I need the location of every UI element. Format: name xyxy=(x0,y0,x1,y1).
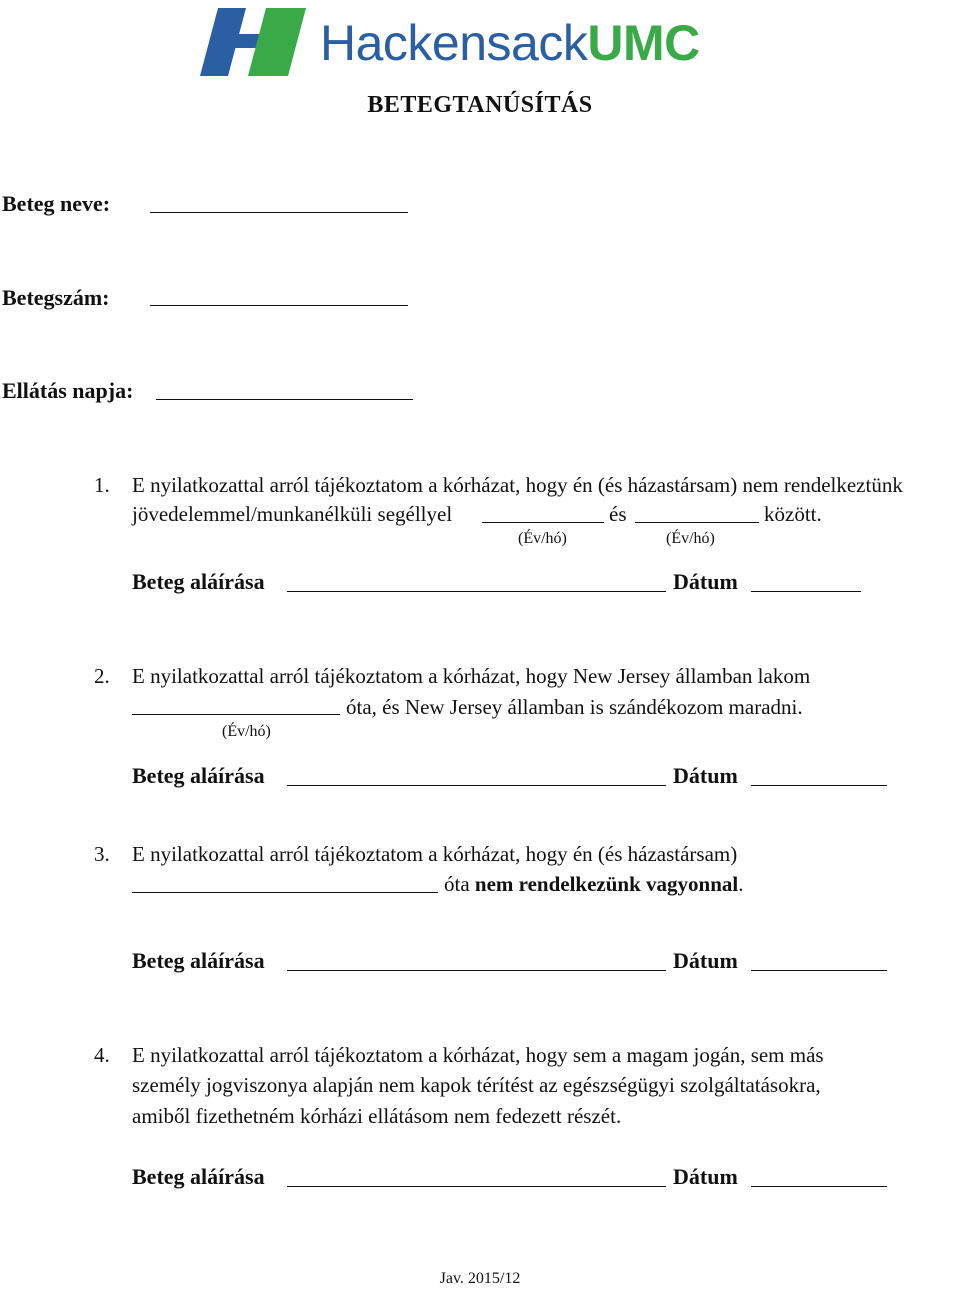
item-3-signature-label: Beteg aláírása xyxy=(132,948,265,973)
item-3-line2c: . xyxy=(738,872,744,896)
item-1-line2b: és xyxy=(609,502,627,526)
item-3-line2 xyxy=(444,872,743,897)
hackensack-h-logo-icon xyxy=(200,4,312,80)
item-2-signature-field[interactable] xyxy=(287,785,666,786)
logo-text-umc: UMC xyxy=(587,15,700,71)
patient-name-label: Beteg neve: xyxy=(2,191,111,216)
item-1-date-field[interactable] xyxy=(751,591,861,592)
item-1-signature-field[interactable] xyxy=(287,591,666,592)
item-1-line1: E nyilatkozattal arról tájékoztatom a kórházat, hogy én (és házastársam) nem rendelkeztünk xyxy=(132,473,903,497)
service-date-field[interactable] xyxy=(156,399,413,400)
item-1-line2a: jövedelemmel/munkanélküli segéllyel xyxy=(132,502,453,526)
logo-text-hackensack: Hackensack xyxy=(320,15,588,71)
item-3-line2b: nem rendelkezünk vagyonnal xyxy=(474,872,739,896)
patient-number-field[interactable] xyxy=(150,305,408,306)
logo-wordmark xyxy=(320,10,700,76)
item-2-date-field[interactable] xyxy=(751,785,887,786)
item-1-date-label: Dátum xyxy=(673,569,738,594)
item-3-date-label: Dátum xyxy=(673,948,738,973)
item-3-line1: E nyilatkozattal arról tájékoztatom a kórházat, hogy én (és házastársam) xyxy=(132,842,738,866)
item-2-number: 2. xyxy=(94,664,110,688)
item-1-signature-label: Beteg aláírása xyxy=(132,569,265,594)
item-4-line2: személy jogviszonya alapján nem kapok térítést az egészségügyi szolgáltatásokra, xyxy=(132,1073,821,1097)
hackensack-logo xyxy=(200,4,766,80)
item-2-hint: (Év/hó) xyxy=(222,723,271,740)
item-4-line1: E nyilatkozattal arról tájékoztatom a kórházat, hogy sem a magam jogán, sem más xyxy=(132,1043,824,1067)
service-date-label: Ellátás napja: xyxy=(2,378,134,403)
item-2-line1: E nyilatkozattal arról tájékoztatom a kórházat, hogy New Jersey államban lakom xyxy=(132,664,811,688)
item-2-line2: óta, és New Jersey államban is szándékozom maradni. xyxy=(346,695,803,719)
item-3-line2a: óta xyxy=(444,872,470,896)
patient-number-label: Betegszám: xyxy=(2,285,110,310)
item-4-date-label: Dátum xyxy=(673,1164,738,1189)
item-2-date-label: Dátum xyxy=(673,763,738,788)
item-4-number: 4. xyxy=(94,1043,110,1067)
item-3-since-date-field[interactable] xyxy=(132,892,438,893)
item-3-number: 3. xyxy=(94,842,110,866)
item-1-hint-to: (Év/hó) xyxy=(666,530,715,547)
item-1-from-date-field[interactable] xyxy=(482,522,604,523)
item-4-signature-label: Beteg aláírása xyxy=(132,1164,265,1189)
item-2-since-date-field[interactable] xyxy=(132,714,340,715)
document-title: BETEGTANÚSÍTÁS xyxy=(367,92,593,118)
item-1-hint-from: (Év/hó) xyxy=(518,530,567,547)
item-4-signature-field[interactable] xyxy=(287,1186,666,1187)
item-1-line2c: között. xyxy=(764,502,822,526)
item-1-number: 1. xyxy=(94,473,110,497)
item-4-line3: amiből fizethetném kórházi ellátásom nem fedezett részét. xyxy=(132,1104,622,1128)
item-3-signature-field[interactable] xyxy=(287,970,666,971)
revision-footer: Jav. 2015/12 xyxy=(439,1270,521,1287)
item-4-date-field[interactable] xyxy=(751,1186,887,1187)
item-3-date-field[interactable] xyxy=(751,970,887,971)
item-1-to-date-field[interactable] xyxy=(635,522,759,523)
item-2-signature-label: Beteg aláírása xyxy=(132,763,265,788)
patient-name-field[interactable] xyxy=(150,212,408,213)
